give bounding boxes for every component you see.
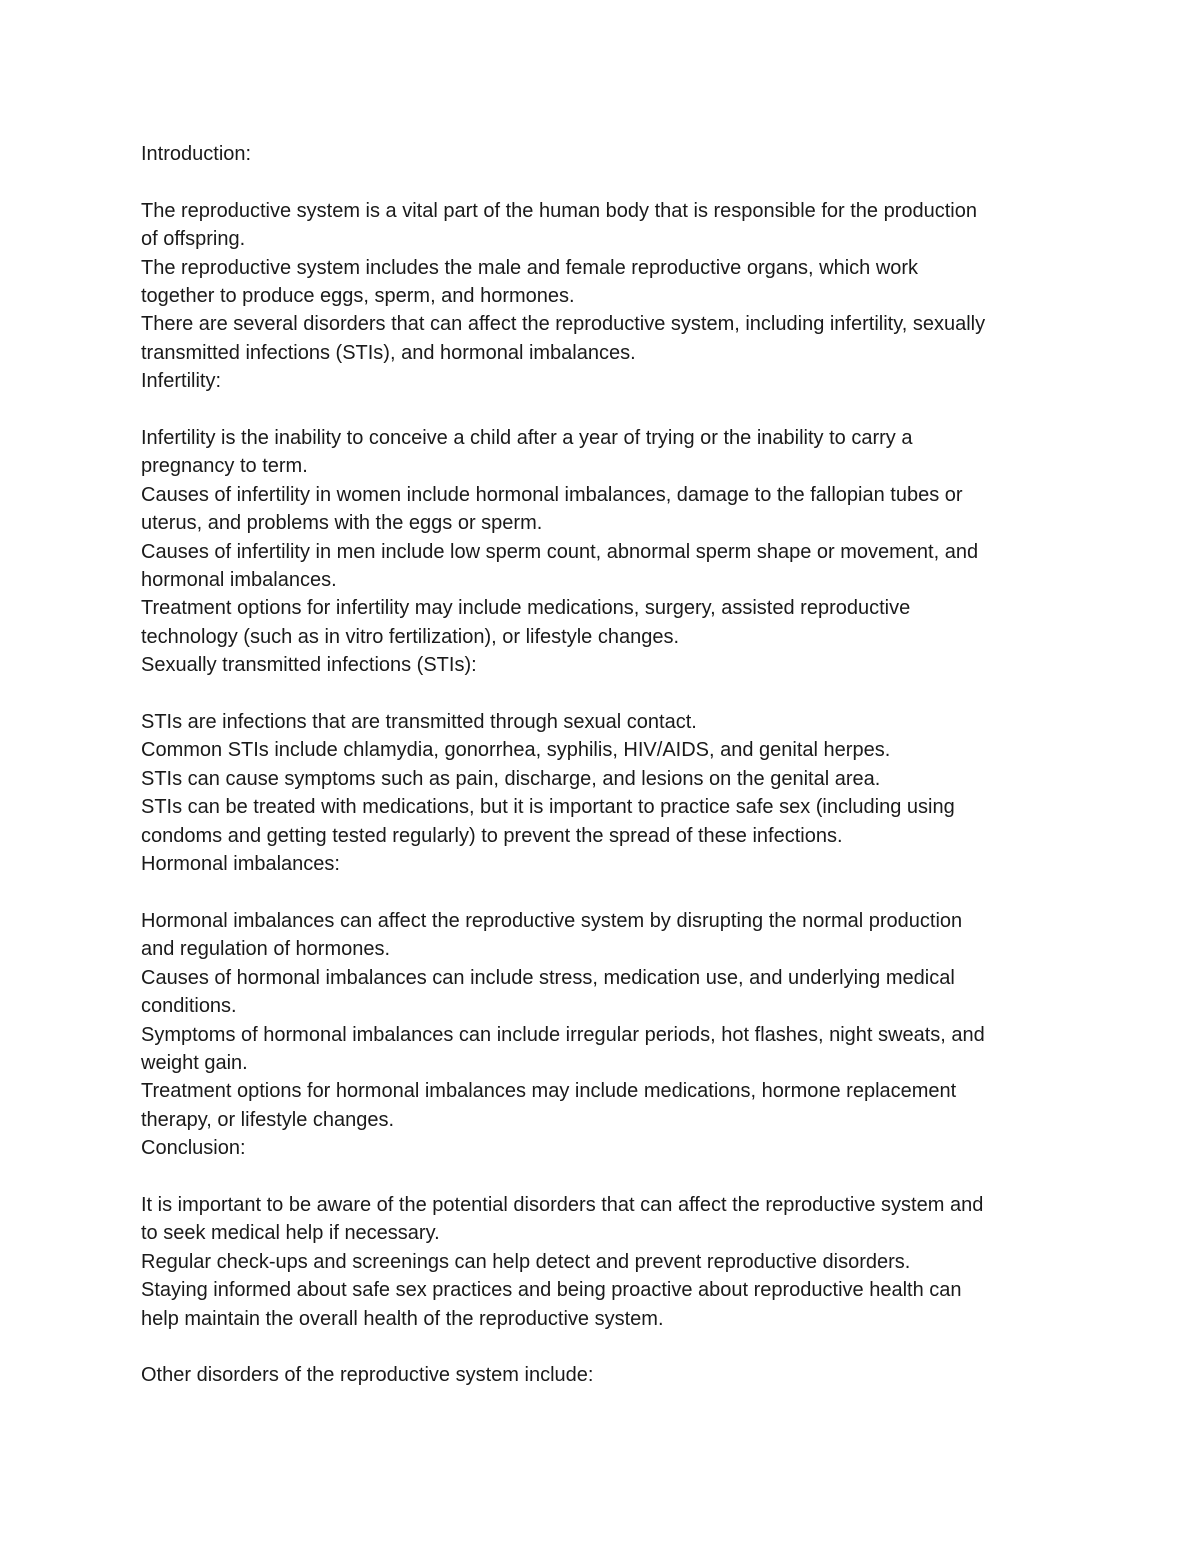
document-line: therapy, or lifestyle changes. xyxy=(141,1108,395,1131)
document-line: Symptoms of hormonal imbalances can include irregular periods, hot flashes, night sweats, and xyxy=(141,1023,985,1046)
document-line: Hormonal imbalances can affect the reproductive system by disrupting the normal production xyxy=(141,909,963,932)
document-line: Causes of infertility in men include low sperm count, abnormal sperm shape or movement, and xyxy=(141,540,979,563)
document-line: Other disorders of the reproductive system include: xyxy=(141,1364,594,1387)
document-line: pregnancy to term. xyxy=(141,455,308,478)
document-line: Treatment options for infertility may include medications, surgery, assisted reproductive xyxy=(141,597,911,620)
document-line: of offspring. xyxy=(141,228,246,251)
document-line: Infertility is the inability to conceive a child after a year of trying or the inability to carry a xyxy=(141,427,913,450)
document-line: STIs can be treated with medications, but it is important to practice safe sex (including using xyxy=(141,796,955,819)
document-line: to seek medical help if necessary. xyxy=(141,1222,440,1245)
document-line: and regulation of hormones. xyxy=(141,938,391,961)
document-line: STIs can cause symptoms such as pain, discharge, and lesions on the genital area. xyxy=(141,767,881,790)
document-line: Treatment options for hormonal imbalances may include medications, hormone replacement xyxy=(141,1080,957,1103)
blank-line xyxy=(141,879,1071,907)
document-line: condoms and getting tested regularly) to prevent the spread of these infections. xyxy=(141,824,843,847)
document-body xyxy=(141,140,1071,1390)
document-line: weight gain. xyxy=(141,1051,248,1074)
document-line: STIs are infections that are transmitted through sexual contact. xyxy=(141,711,697,734)
document-line: Introduction: xyxy=(141,143,252,165)
document-line: The reproductive system is a vital part of the human body that is responsible for the production xyxy=(141,199,977,222)
document-line: Causes of hormonal imbalances can include stress, medication use, and underlying medical xyxy=(141,966,955,989)
document-line: Infertility: xyxy=(141,370,222,393)
document-line: hormonal imbalances. xyxy=(141,569,337,592)
document-line: conditions. xyxy=(141,995,237,1018)
blank-line xyxy=(141,168,1071,196)
document-line: help maintain the overall health of the reproductive system. xyxy=(141,1307,664,1330)
blank-line xyxy=(141,1163,1071,1191)
document-line: Regular check-ups and screenings can help detect and prevent reproductive disorders. xyxy=(141,1250,911,1273)
document-line: together to produce eggs, sperm, and hormones. xyxy=(141,285,575,308)
document-line: It is important to be aware of the potential disorders that can affect the reproductive system and xyxy=(141,1193,984,1216)
document-line: Common STIs include chlamydia, gonorrhea, syphilis, HIV/AIDS, and genital herpes. xyxy=(141,739,891,762)
document-line: transmitted infections (STIs), and hormonal imbalances. xyxy=(141,341,636,364)
blank-line xyxy=(141,1333,1071,1361)
document-line: Hormonal imbalances: xyxy=(141,853,340,876)
blank-line xyxy=(141,680,1071,708)
document-line: Staying informed about safe sex practices and being proactive about reproductive health can xyxy=(141,1279,962,1302)
document-line: technology (such as in vitro fertilization), or lifestyle changes. xyxy=(141,625,680,648)
document-line: uterus, and problems with the eggs or sperm. xyxy=(141,512,543,535)
document-line: Causes of infertility in women include hormonal imbalances, damage to the fallopian tubes or xyxy=(141,483,963,506)
document-line: The reproductive system includes the male and female reproductive organs, which work xyxy=(141,256,919,279)
document-line: There are several disorders that can affect the reproductive system, including infertility, sexually xyxy=(141,313,986,336)
document-line: Conclusion: xyxy=(141,1137,246,1160)
blank-line xyxy=(141,396,1071,424)
document-line: Sexually transmitted infections (STIs): xyxy=(141,654,477,677)
